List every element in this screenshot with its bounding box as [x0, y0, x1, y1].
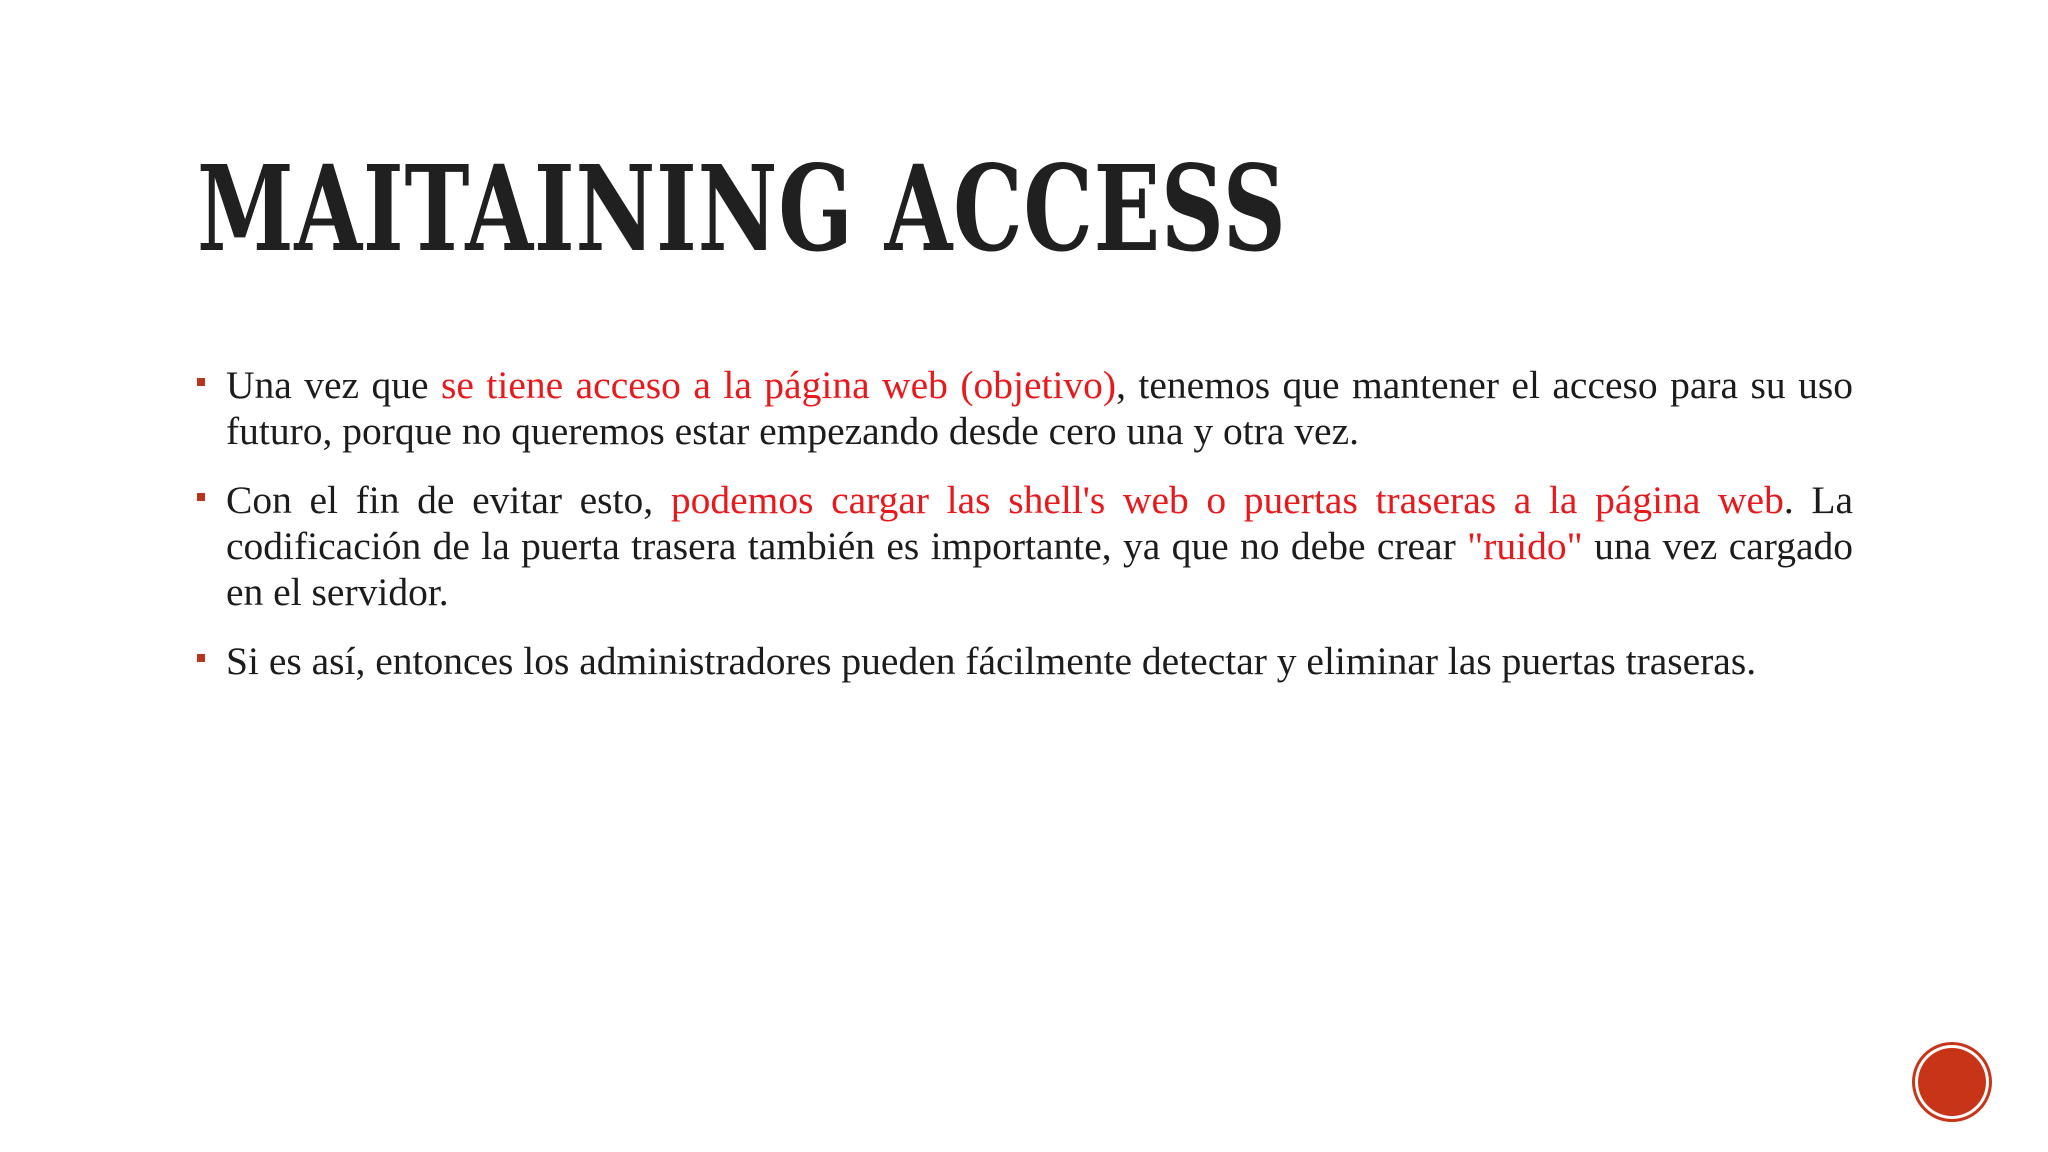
bullet-square-icon [197, 493, 205, 501]
highlighted-text-segment: se tiene acceso a la página web (objetivo) [441, 363, 1117, 407]
bullet-square-icon [197, 654, 205, 662]
bullet-text-segment: Con el fin de evitar esto, [226, 478, 671, 522]
highlighted-text-segment: "ruido" [1467, 524, 1583, 568]
bullet-item [197, 638, 1853, 684]
bullet-text-segment: . La codificación de la puerta trasera también es importante, ya que no debe crear [226, 478, 1853, 568]
slide-nav-circle-button[interactable] [1918, 1048, 1986, 1116]
slide-title: MAITAINING ACCESS [197, 139, 1287, 278]
bullet-list [197, 362, 1853, 707]
bullet-text-segment: una vez cargado en el servidor. [226, 524, 1853, 614]
bullet-item [197, 477, 1853, 615]
bullet-text-segment: , tenemos que mantener el acceso para su uso futuro, porque no queremos estar empezando desde cero una y otra vez. [226, 363, 1853, 453]
bullet-item [197, 362, 1853, 454]
bullet-text-segment: Una vez que [226, 363, 442, 407]
bullet-square-icon [197, 378, 205, 386]
bullet-text-segment: Si es así, entonces los administradores pueden fácilmente detectar y eliminar las puertas traseras. [226, 639, 1757, 683]
highlighted-text-segment: podemos cargar las shell's web o puertas traseras a la página web [670, 478, 1784, 522]
